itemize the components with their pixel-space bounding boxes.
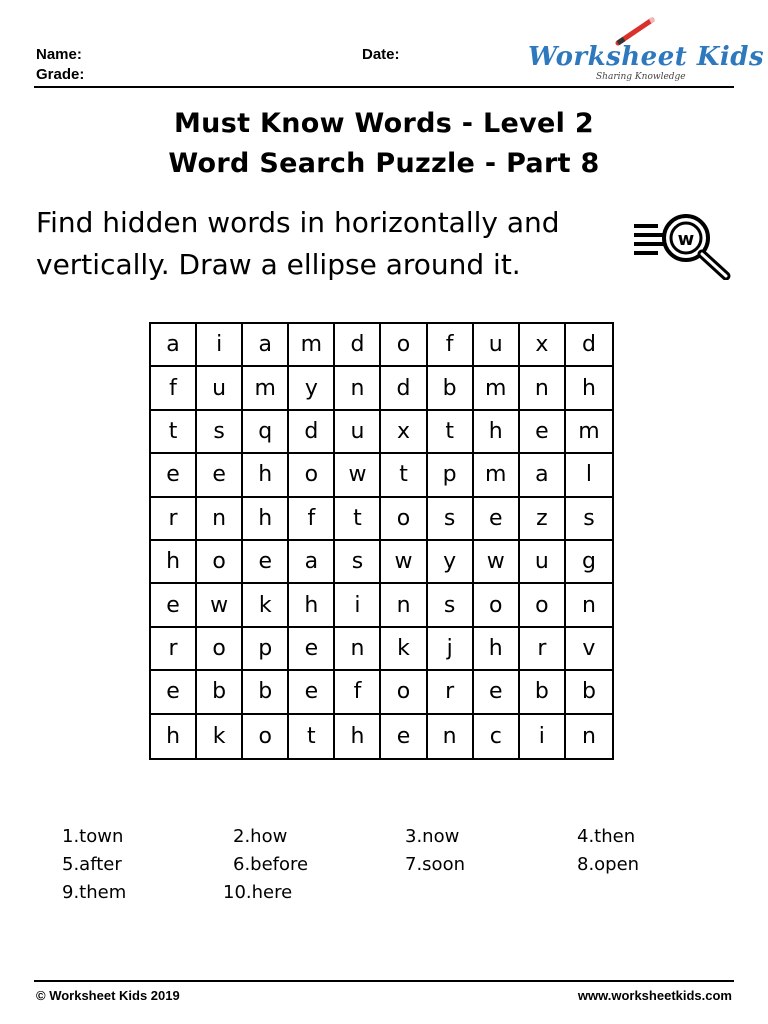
- grid-cell[interactable]: h: [474, 628, 520, 671]
- grid-cell[interactable]: g: [566, 541, 612, 584]
- grid-cell[interactable]: n: [197, 498, 243, 541]
- grid-cell[interactable]: n: [566, 584, 612, 627]
- grid-cell[interactable]: z: [520, 498, 566, 541]
- grid-cell[interactable]: s: [428, 498, 474, 541]
- svg-text:w: w: [677, 229, 695, 250]
- worksheet-kids-logo: [522, 14, 765, 84]
- grid-cell[interactable]: n: [581, 723, 596, 749]
- grid-cell[interactable]: u: [474, 324, 520, 367]
- logo-text: Worksheet Kids: [528, 42, 765, 72]
- grid-cell[interactable]: y: [428, 541, 474, 584]
- grid-cell[interactable]: r: [428, 671, 474, 714]
- grid-cell[interactable]: i: [335, 584, 381, 627]
- grid-cell[interactable]: e: [474, 498, 520, 541]
- grid-cell[interactable]: e: [289, 628, 335, 671]
- footer-copyright: © Worksheet Kids 2019: [36, 988, 180, 1003]
- grid-cell[interactable]: r: [151, 628, 197, 671]
- grid-cell[interactable]: e: [151, 671, 197, 714]
- grid-cell[interactable]: b: [566, 671, 612, 714]
- grid-cell[interactable]: p: [428, 454, 474, 497]
- grid-cell[interactable]: t: [151, 411, 197, 454]
- date-label: Date:: [362, 46, 400, 63]
- grid-cell[interactable]: h: [474, 411, 520, 454]
- grid-cell[interactable]: x: [520, 324, 566, 367]
- grid-cell[interactable]: e: [151, 454, 197, 497]
- grid-cell[interactable]: s: [335, 541, 381, 584]
- grid-cell[interactable]: u: [520, 541, 566, 584]
- grid-cell[interactable]: r: [520, 628, 566, 671]
- grid-cell[interactable]: k: [197, 715, 243, 758]
- grid-cell[interactable]: m: [474, 367, 520, 410]
- grid-cell[interactable]: b: [243, 671, 289, 714]
- grid-cell[interactable]: i: [520, 715, 566, 758]
- grid-cell[interactable]: y: [289, 367, 335, 410]
- grid-cell[interactable]: n: [520, 367, 566, 410]
- grid-cell[interactable]: c: [474, 715, 520, 758]
- grid-cell[interactable]: n: [428, 715, 474, 758]
- grid-cell[interactable]: m: [566, 411, 612, 454]
- grid-cell[interactable]: o: [243, 715, 289, 758]
- grid-cell[interactable]: f: [428, 324, 474, 367]
- grid-cell[interactable]: e: [381, 715, 427, 758]
- instruction-line-1: Find hidden words in horizontally and: [36, 206, 560, 239]
- grid-cell[interactable]: t: [428, 411, 474, 454]
- word-item: 8.open: [577, 854, 640, 875]
- grid-cell[interactable]: f: [335, 671, 381, 714]
- grid-cell[interactable]: d: [289, 411, 335, 454]
- grid-cell[interactable]: b: [428, 367, 474, 410]
- grid-cell[interactable]: o: [381, 324, 427, 367]
- word-item: 7.soon: [405, 854, 465, 875]
- page-title: Must Know Words - Level 2: [174, 108, 594, 139]
- grid-cell[interactable]: h: [335, 715, 381, 758]
- grid-cell[interactable]: j: [428, 628, 474, 671]
- word-item: 5.after: [62, 854, 122, 875]
- grid-cell[interactable]: a: [520, 454, 566, 497]
- grid-cell[interactable]: t: [381, 454, 427, 497]
- footer-url[interactable]: www.worksheetkids.com: [577, 988, 732, 1003]
- word-item: 4.then: [577, 826, 636, 847]
- word-item: 1.town: [62, 826, 124, 847]
- grid-cell[interactable]: e: [243, 541, 289, 584]
- grid-cell[interactable]: f: [289, 498, 335, 541]
- grid-cell[interactable]: n: [381, 584, 427, 627]
- grid-cell[interactable]: o: [381, 671, 427, 714]
- grid-cell[interactable]: p: [243, 628, 289, 671]
- grid-cell[interactable]: s: [428, 584, 474, 627]
- word-item: 10.here: [223, 882, 293, 903]
- grid-cell[interactable]: e: [151, 584, 197, 627]
- grid-cell[interactable]: r: [151, 498, 197, 541]
- grid-cell[interactable]: h: [243, 498, 289, 541]
- grid-cell[interactable]: e: [197, 454, 243, 497]
- grid-cell[interactable]: x: [381, 411, 427, 454]
- grid-cell[interactable]: o: [289, 454, 335, 497]
- grid-cell[interactable]: d: [566, 324, 612, 367]
- grid-cell[interactable]: b: [197, 671, 243, 714]
- grid-cell[interactable]: h: [243, 454, 289, 497]
- word-item: 9.them: [62, 882, 127, 903]
- grid-cell[interactable]: m: [474, 454, 520, 497]
- word-item: 6.before: [233, 854, 309, 875]
- grid-cell[interactable]: m: [243, 367, 289, 410]
- grid-cell[interactable]: h: [151, 541, 197, 584]
- grid-cell[interactable]: m: [289, 324, 335, 367]
- grid-cell[interactable]: a: [243, 324, 289, 367]
- grid-cell[interactable]: k: [243, 584, 289, 627]
- grid-cell[interactable]: d: [381, 367, 427, 410]
- grid-cell[interactable]: l: [566, 454, 612, 497]
- instruction-line-2: vertically. Draw a ellipse around it.: [36, 248, 521, 281]
- grid-cell[interactable]: u: [197, 367, 243, 410]
- word-item: 3.now: [405, 826, 460, 847]
- grid-cell[interactable]: s: [197, 411, 243, 454]
- grid-cell[interactable]: o: [197, 628, 243, 671]
- grid-cell[interactable]: h: [151, 715, 197, 758]
- grid-cell[interactable]: w: [381, 541, 427, 584]
- grid-cell[interactable]: f: [151, 367, 197, 410]
- page-subtitle: Word Search Puzzle - Part 8: [168, 148, 600, 179]
- grid-cell[interactable]: a: [289, 541, 335, 584]
- grade-label: Grade:: [36, 66, 85, 83]
- grid-cell[interactable]: i: [197, 324, 243, 367]
- grid-cell[interactable]: q: [243, 411, 289, 454]
- grid-cell[interactable]: a: [151, 324, 197, 367]
- grid-cell[interactable]: h: [566, 367, 612, 410]
- grid-cell[interactable]: e: [474, 671, 520, 714]
- grid-cell[interactable]: d: [335, 324, 381, 367]
- grid-cell[interactable]: k: [381, 628, 427, 671]
- grid-cell[interactable]: t: [335, 498, 381, 541]
- word-list: [0, 826, 768, 916]
- grid-cell[interactable]: u: [335, 411, 381, 454]
- grid-cell[interactable]: w: [335, 454, 381, 497]
- grid-cell[interactable]: n: [335, 367, 381, 410]
- grid-cell[interactable]: o: [474, 584, 520, 627]
- grid-cell[interactable]: w: [474, 541, 520, 584]
- header-divider: [34, 86, 734, 88]
- grid-cell[interactable]: n: [335, 628, 381, 671]
- grid-cell[interactable]: b: [520, 671, 566, 714]
- logo-tagline: Sharing Knowledge: [596, 72, 686, 82]
- grid-cell[interactable]: o: [520, 584, 566, 627]
- grid-cell[interactable]: e: [520, 411, 566, 454]
- grid-cell[interactable]: s: [566, 498, 612, 541]
- grid-cell[interactable]: o: [197, 541, 243, 584]
- grid-cell[interactable]: t: [289, 715, 335, 758]
- word-search-grid: [149, 322, 614, 760]
- grid-cell[interactable]: v: [566, 628, 612, 671]
- grid-cell[interactable]: e: [289, 671, 335, 714]
- word-item: 2.how: [233, 826, 288, 847]
- footer-divider: [34, 980, 734, 982]
- grid-cell[interactable]: w: [197, 584, 243, 627]
- name-label: Name:: [36, 46, 82, 63]
- magnifier-w-icon: [632, 208, 732, 280]
- grid-cell[interactable]: h: [289, 584, 335, 627]
- grid-cell[interactable]: o: [381, 498, 427, 541]
